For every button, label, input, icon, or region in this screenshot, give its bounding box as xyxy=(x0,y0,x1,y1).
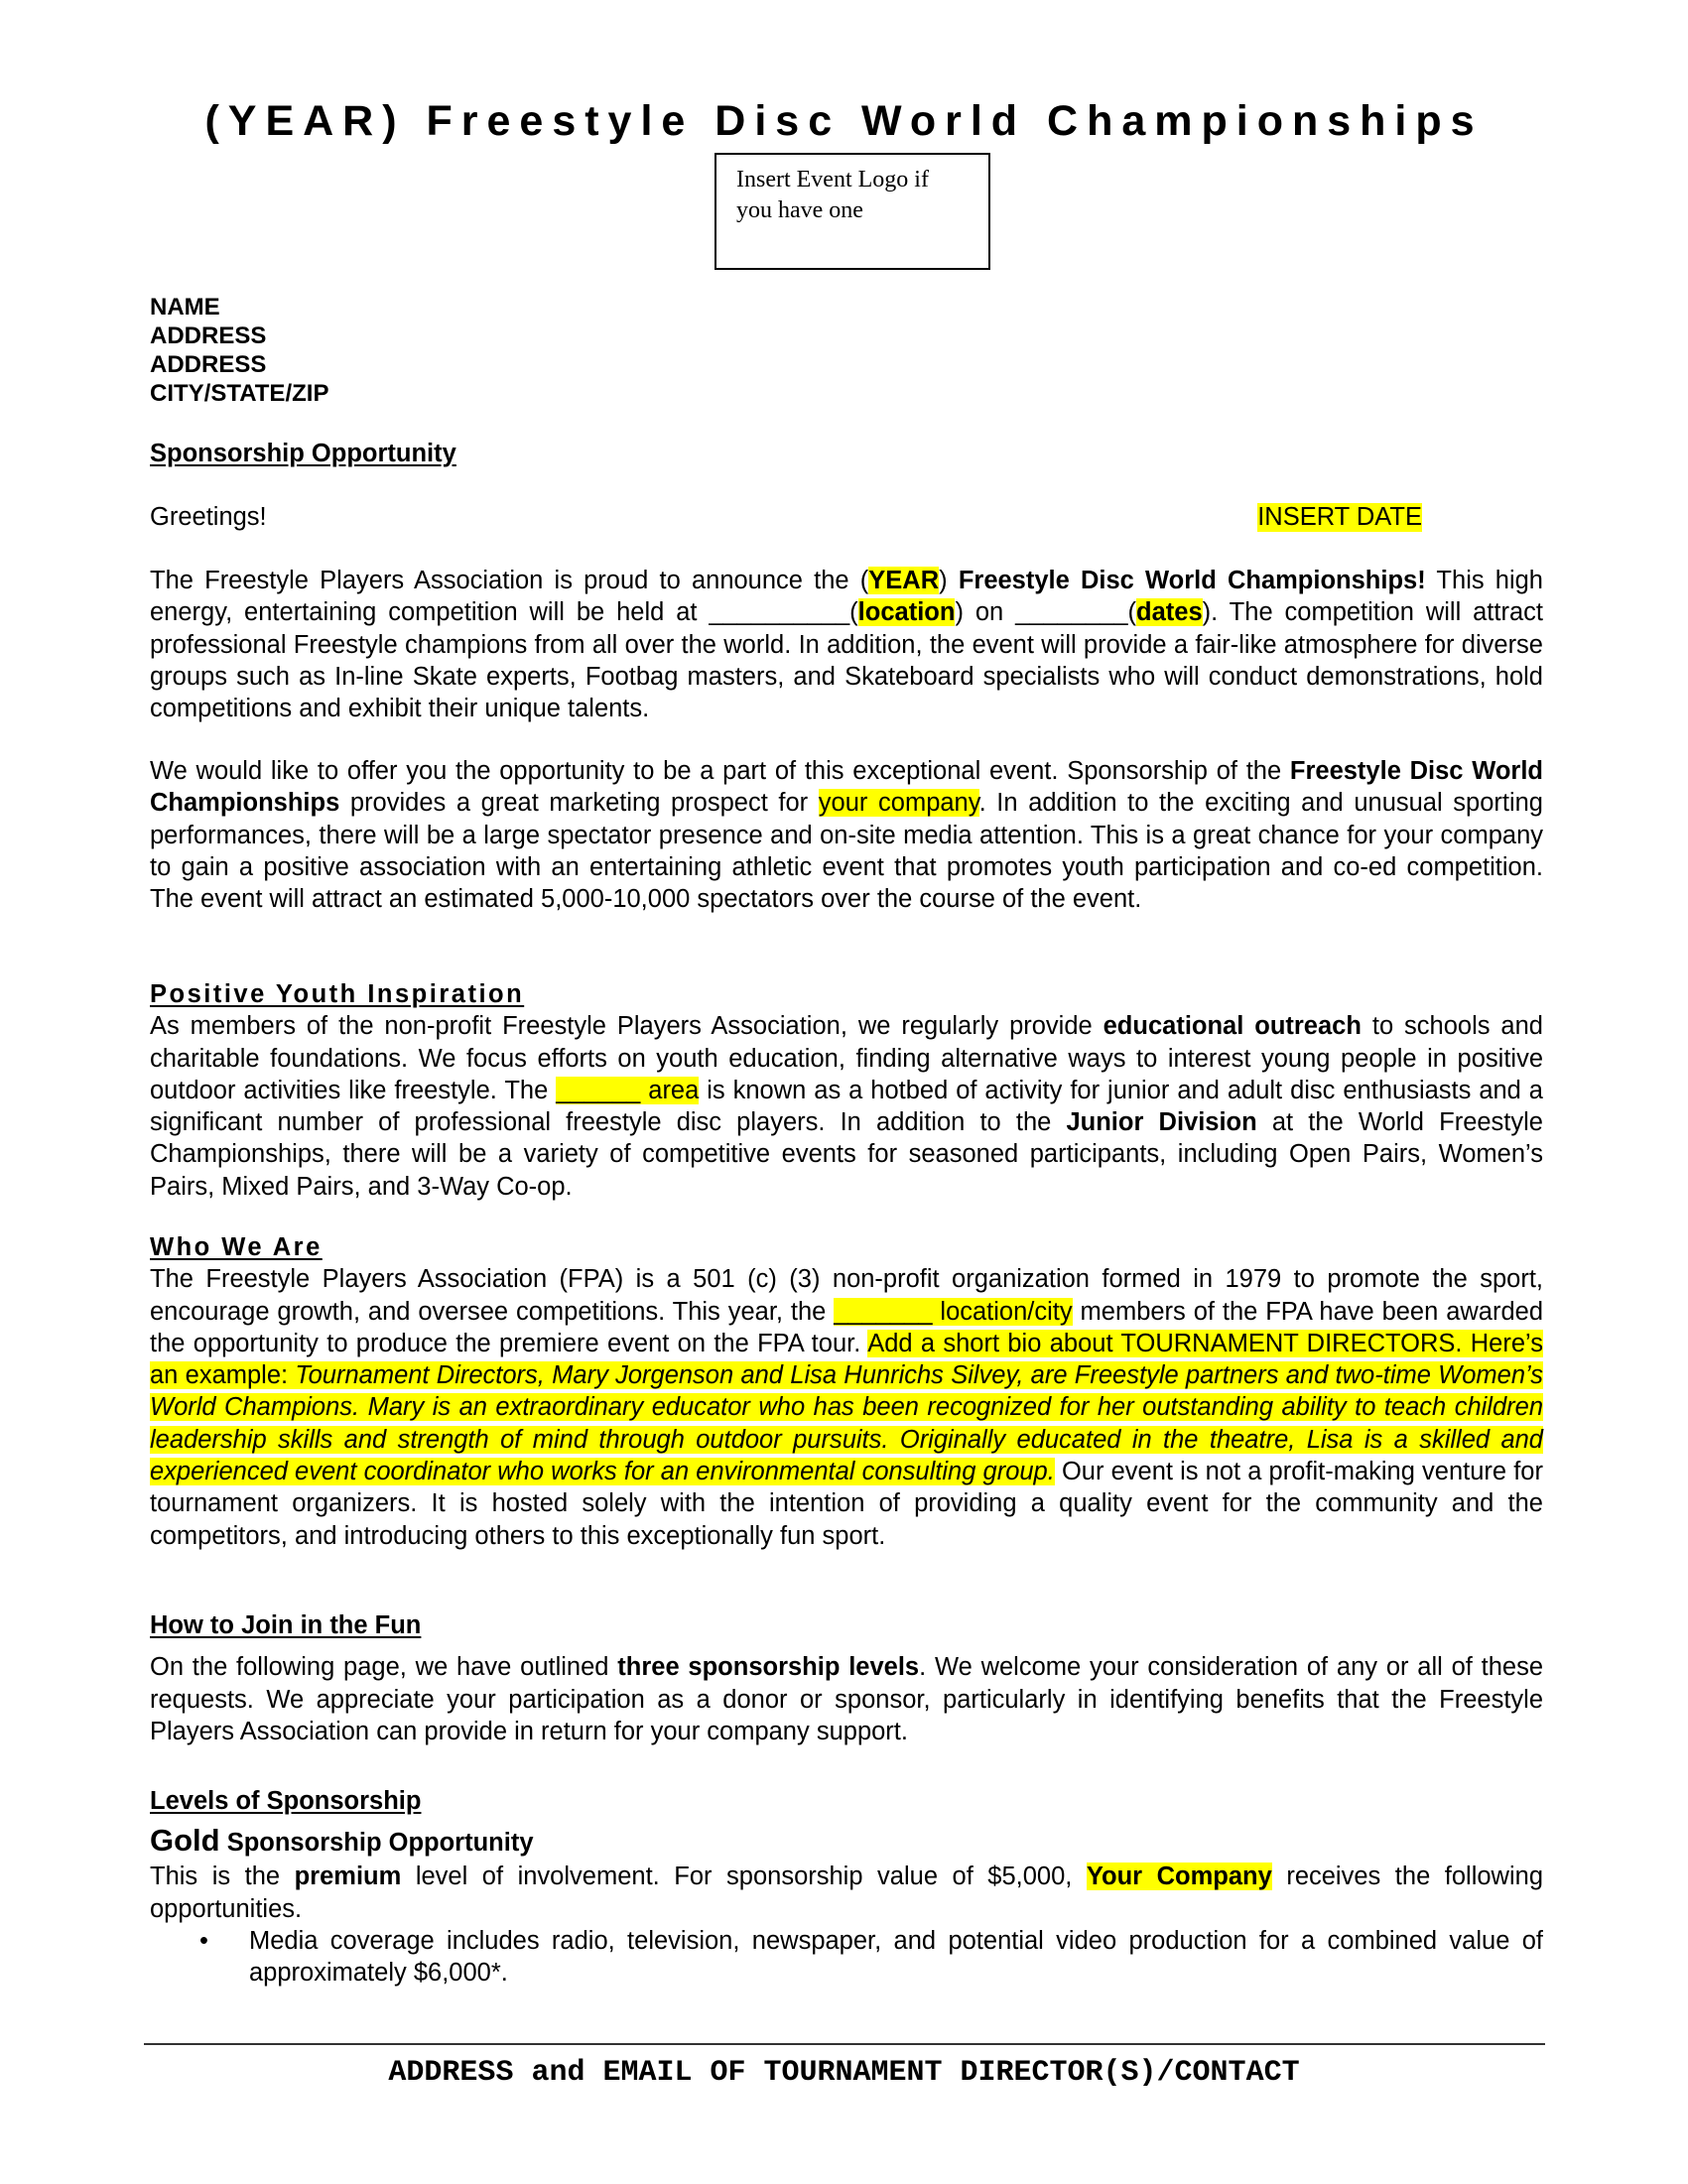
join-heading: How to Join in the Fun xyxy=(150,1611,422,1639)
intro-text: ) on ________( xyxy=(955,598,1137,627)
document-title: (YEAR) Freestyle Disc World Championships xyxy=(204,97,1484,145)
join-text: . We welcome your consideration of any or all of these requests. We appreciate your participation as a donor or sponsor, particularly in identifying benefits that the Freestyle Players Association can provide in return for your company support. xyxy=(150,1653,1544,1745)
three-levels: three sponsorship levels xyxy=(617,1653,920,1682)
youth-text: As members of the non-profit Freestyle Players Association, we regularly provide xyxy=(150,1012,1104,1041)
junior-division: Junior Division xyxy=(1066,1108,1257,1137)
recipient-address-1: ADDRESS xyxy=(150,322,267,349)
recipient-address-block xyxy=(150,293,328,408)
bio-example: Tournament Directors, Mary Jorgenson and Lisa Hunrichs Silvey, are Freestyle partners and two-time Women’s World Champions. Mary is an extraordinary educator who has been recognized for her outstanding ability to teach children leadership skills and strength of mind through outdoor pursuits. Originally educated in the theatre, Lisa is a skilled and experienced event coordinator who works for an environmental consulting group. xyxy=(150,1361,1543,1486)
event-name: Freestyle Disc World Championships xyxy=(150,757,1543,818)
gold-label: Gold xyxy=(150,1823,220,1859)
footer-divider xyxy=(144,2043,1545,2045)
levels-heading: Levels of Sponsorship xyxy=(150,1787,422,1815)
logo-placeholder-box xyxy=(714,153,990,270)
who-section xyxy=(150,1231,1543,1552)
area-placeholder: ______ area xyxy=(556,1076,700,1104)
dates-placeholder: dates xyxy=(1136,598,1203,627)
recipient-name: NAME xyxy=(150,294,220,321)
who-text: members of the FPA have been awarded the opportunity to produce the premiere event on the FPA tour. xyxy=(150,1297,1544,1357)
intro-text: ). The competition will attract professional Freestyle champions from all over the world. In addition, the event will provide a fair-like atmosphere for diverse groups such as In-line Skate experts, Footbag masters, and Skateboard specialists who will conduct demonstrations, hold competitions and exhibit their unique talents. xyxy=(150,598,1543,723)
recipient-address-2: ADDRESS xyxy=(150,351,267,378)
offer-text: We would like to offer you the opportunity to be a part of this exceptional event. Sponsorship of the xyxy=(150,757,1290,785)
gold-text: level of involvement. For sponsorship value of $5,000, xyxy=(401,1863,1087,1891)
intro-paragraph xyxy=(150,565,1543,724)
educational-outreach: educational outreach xyxy=(1103,1012,1362,1041)
gold-text: This is the xyxy=(150,1863,295,1891)
event-name: Freestyle Disc World Championships! xyxy=(958,567,1426,594)
levels-section xyxy=(150,1785,1543,1989)
company-placeholder: Your Company xyxy=(1086,1863,1272,1891)
intro-text: This high energy, entertaining competition will be held at __________( xyxy=(150,567,1543,627)
location-city-placeholder: _______ location/city xyxy=(834,1297,1073,1326)
join-paragraph xyxy=(150,1651,1543,1747)
offer-text: provides a great marketing prospect for xyxy=(339,789,819,818)
join-section xyxy=(150,1609,1543,1747)
bio-instruction: Add a short bio about TOURNAMENT DIRECTORS. Here’s an example: xyxy=(150,1329,1543,1390)
subject-heading-wrap xyxy=(150,438,1543,469)
who-heading: Who We Are xyxy=(150,1233,323,1261)
youth-heading: Positive Youth Inspiration xyxy=(150,980,525,1008)
footer-contact: ADDRESS and EMAIL OF TOURNAMENT DIRECTOR(S)/CONTACT xyxy=(388,2056,1300,2090)
youth-paragraph xyxy=(150,1010,1543,1203)
gold-text: receives the following opportunities. xyxy=(150,1863,1543,1923)
subject-heading: Sponsorship Opportunity xyxy=(150,440,456,467)
greeting: Greetings! xyxy=(150,503,267,531)
youth-section xyxy=(150,978,1543,1203)
gold-benefits-list xyxy=(150,1925,1543,1990)
youth-text: at the World Freestyle Championships, there will be a variety of competitive events for seasoned participants, including Open Pairs, Women’s Pairs, Mixed Pairs, and 3-Way Co-op. xyxy=(150,1108,1543,1201)
recipient-city-state-zip: CITY/STATE/ZIP xyxy=(150,380,329,407)
who-text: The Freestyle Players Association (FPA) is a 501 (c) (3) non-profit organization formed in 1979 to promote the sport, encourage growth, and oversee competitions. This year, the xyxy=(150,1265,1543,1326)
offer-text: . In addition to the exciting and unusual sporting performances, there will be a large spectator presence and on-site media attention. This is a great chance for your company to gain a positive association with an entertaining athletic event that promotes youth participation and co-ed competition. The event will attract an estimated 5,000-10,000 spectators over the course of the event. xyxy=(150,789,1543,914)
date-placeholder: INSERT DATE xyxy=(1257,503,1422,531)
offer-paragraph xyxy=(150,755,1543,915)
who-paragraph xyxy=(150,1263,1543,1552)
company-placeholder: your company xyxy=(818,789,979,818)
gold-paragraph xyxy=(150,1861,1543,1925)
logo-placeholder-line2: you have one xyxy=(736,197,863,223)
youth-text: to schools and charitable foundations. We focus efforts on youth education, finding alternative ways to interest young people in positive outdoor activities like freestyle. The xyxy=(150,1012,1543,1104)
logo-placeholder-line1: Insert Event Logo if xyxy=(736,167,929,193)
location-placeholder: location xyxy=(857,598,956,627)
benefit-item: • Media coverage includes radio, television, newspaper, and potential video production for a combined value of approximately $6,000*. xyxy=(249,1925,1543,1990)
year-placeholder: YEAR xyxy=(868,567,940,594)
gold-heading-rest: Sponsorship Opportunity xyxy=(219,1829,534,1858)
intro-text: ) xyxy=(939,567,959,594)
who-text: Our event is not a profit-making venture for tournament organizers. It is hosted solely with the intention of providing a quality event for the community and the competitors, and introducing others to this exceptionally fun sport. xyxy=(150,1458,1543,1550)
join-text: On the following page, we have outlined xyxy=(150,1653,618,1682)
youth-text: is known as a hotbed of activity for junior and adult disc enthusiasts and a significant number of professional freestyle disc players. In addition to the xyxy=(150,1076,1543,1137)
greeting-row xyxy=(150,503,1543,532)
intro-text: The Freestyle Players Association is proud to announce the ( xyxy=(150,567,869,594)
premium-label: premium xyxy=(294,1863,402,1891)
